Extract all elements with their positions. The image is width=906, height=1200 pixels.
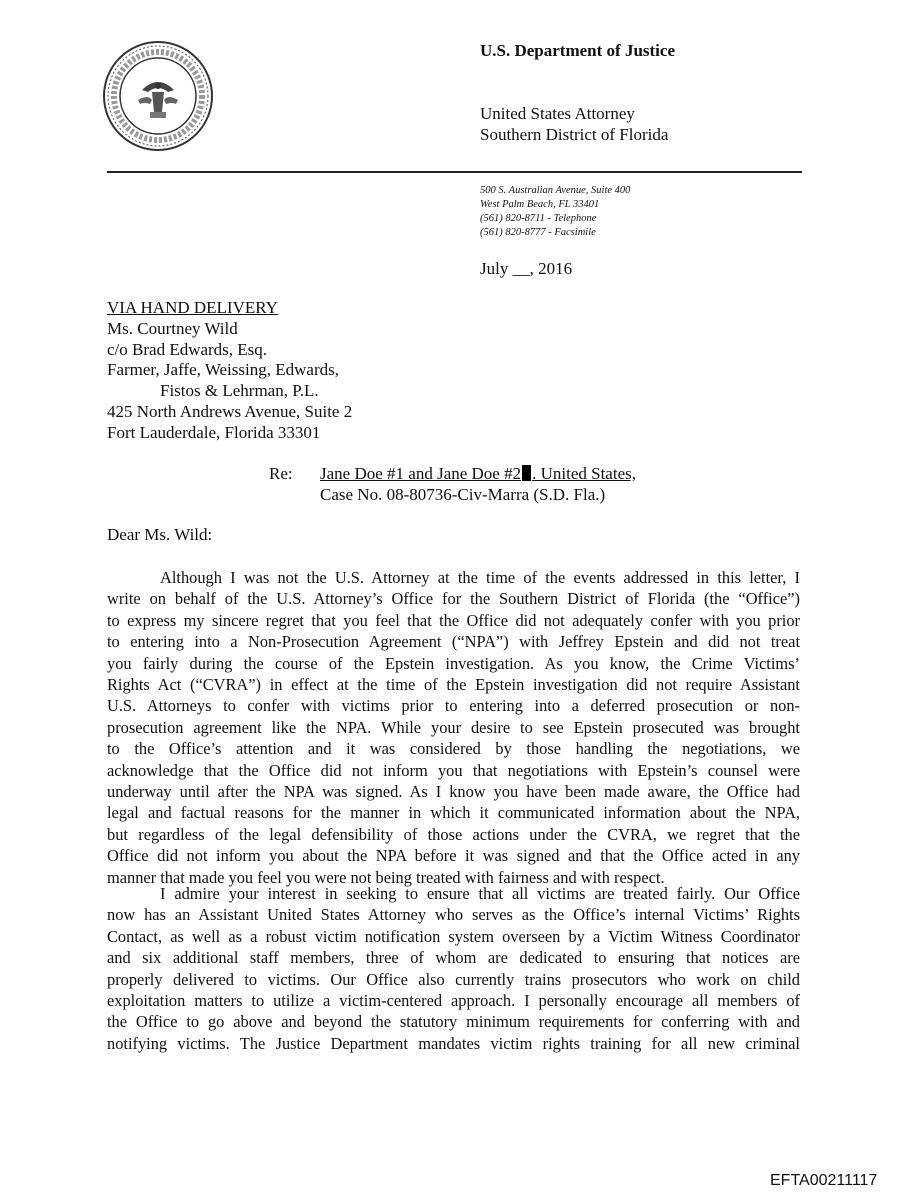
salutation: Dear Ms. Wild:: [107, 525, 213, 544]
address-line: 500 S. Australian Avenue, Suite 400: [480, 185, 631, 196]
doj-seal-icon: [102, 40, 214, 152]
recipient-line: 425 North Andrews Avenue, Suite 2: [107, 401, 353, 421]
paragraph-line: Although I was not the U.S. Attorney at the time of the events addressed in this letter, I: [160, 568, 800, 587]
case-number: Case No. 08-80736-Civ-Marra (S.D. Fla.): [320, 484, 606, 504]
redaction-bar: [522, 465, 531, 481]
paragraph-line: Office did not inform you about the NPA before it was signed and that the Office acted in any: [107, 846, 800, 866]
paragraph-line: Rights Act (“CVRA”) in effect at the time of the Epstein investigation did not require Assistant: [107, 675, 800, 695]
office-address: [480, 184, 630, 240]
paragraph-line: but regardless of the legal defensibility of those actions under the CVRA, we regret that the: [107, 824, 800, 844]
body-paragraph: [107, 883, 800, 1054]
recipient-line: Fort Lauderdale, Florida 33301: [107, 422, 321, 442]
office-line: United States Attorney: [480, 104, 635, 123]
paragraph-line: underway until after the NPA was signed. As I know you have been made aware, the Office had: [107, 782, 800, 802]
paragraph-line: notifying victims. The Justice Department mandates victim rights training for all new criminal: [107, 1033, 800, 1053]
paragraph-line: Contact, as well as a robust victim notification system overseen by a Victim Witness Coordinator: [107, 926, 800, 946]
recipient-line: c/o Brad Edwards, Esq.: [107, 339, 268, 359]
paragraph-line: the Office to go above and beyond the statutory minimum requirements for conferring with and: [107, 1012, 800, 1032]
recipient-block: [107, 298, 352, 444]
delivery-method: VIA HAND DELIVERY: [107, 298, 278, 317]
paragraph-line: and six additional staff members, three of whom are dedicated to ensuring that notices are: [107, 948, 800, 968]
paragraph-line: acknowledge that the Office did not inform you that negotiations with Epstein’s counsel were: [107, 760, 800, 780]
paragraph-line: properly delivered to victims. Our Office also currently trains prosecutors who work on child: [107, 969, 800, 989]
recipient-line: Fistos & Lehrman, P.L.: [160, 381, 319, 401]
case-parties: Jane Doe #1 and Jane Doe #2: [320, 464, 522, 483]
paragraph-line: write on behalf of the U.S. Attorney’s Office for the Southern District of Florida (the “Office”): [107, 589, 800, 609]
case-caption: [320, 464, 636, 485]
paragraph-line: to the Office’s attention and it was considered by those handling the negotiations, we: [107, 739, 800, 759]
body-paragraph: [107, 567, 800, 888]
letterhead-divider: [107, 171, 802, 173]
document-id: EFTA00211117: [770, 1172, 878, 1189]
case-defendant: . United States,: [532, 464, 636, 483]
letter-date: July __, 2016: [480, 259, 573, 278]
paragraph-line: I admire your interest in seeking to ensure that all victims are treated fairly. Our Office: [160, 884, 800, 903]
paragraph-line: to entering into a Non-Prosecution Agreement (“NPA”) with Jeffrey Epstein and did not treat: [107, 632, 800, 652]
paragraph-line: U.S. Attorneys to confer with victims prior to entering into a deferred prosecution or non-: [107, 696, 800, 716]
re-block: [320, 464, 636, 506]
address-line: (561) 820-8777 - Facsimile: [480, 227, 596, 238]
office-line: Southern District of Florida: [480, 125, 669, 144]
recipient-line: Ms. Courtney Wild: [107, 318, 238, 338]
paragraph-line: exploitation matters to utilize a victim-centered approach. I personally encourage all members of: [107, 991, 800, 1011]
address-line: (561) 820-8711 - Telephone: [480, 213, 597, 224]
paragraph-line: to express my sincere regret that you feel that the Office did not adequately confer with you prior: [107, 610, 800, 630]
paragraph-line: manner that made you feel you were not being treated with fairness and with respect.: [107, 867, 665, 887]
paragraph-line: prosecution agreement like the NPA. While your desire to see Epstein prosecuted was brought: [107, 717, 800, 737]
paragraph-line: legal and factual reasons for the manner in which it communicated information about the NPA,: [107, 803, 800, 823]
re-label: Re:: [269, 464, 293, 483]
paragraph-line: you fairly during the course of the Epstein investigation. As you know, the Crime Victims’: [107, 653, 800, 673]
address-line: West Palm Beach, FL 33401: [480, 199, 600, 210]
office-block: [480, 103, 668, 145]
department-name: U.S. Department of Justice: [480, 41, 675, 60]
paragraph-line: now has an Assistant United States Attorney who serves as the Office’s internal Victims’ Rights: [107, 905, 800, 925]
recipient-line: Farmer, Jaffe, Weissing, Edwards,: [107, 360, 339, 380]
